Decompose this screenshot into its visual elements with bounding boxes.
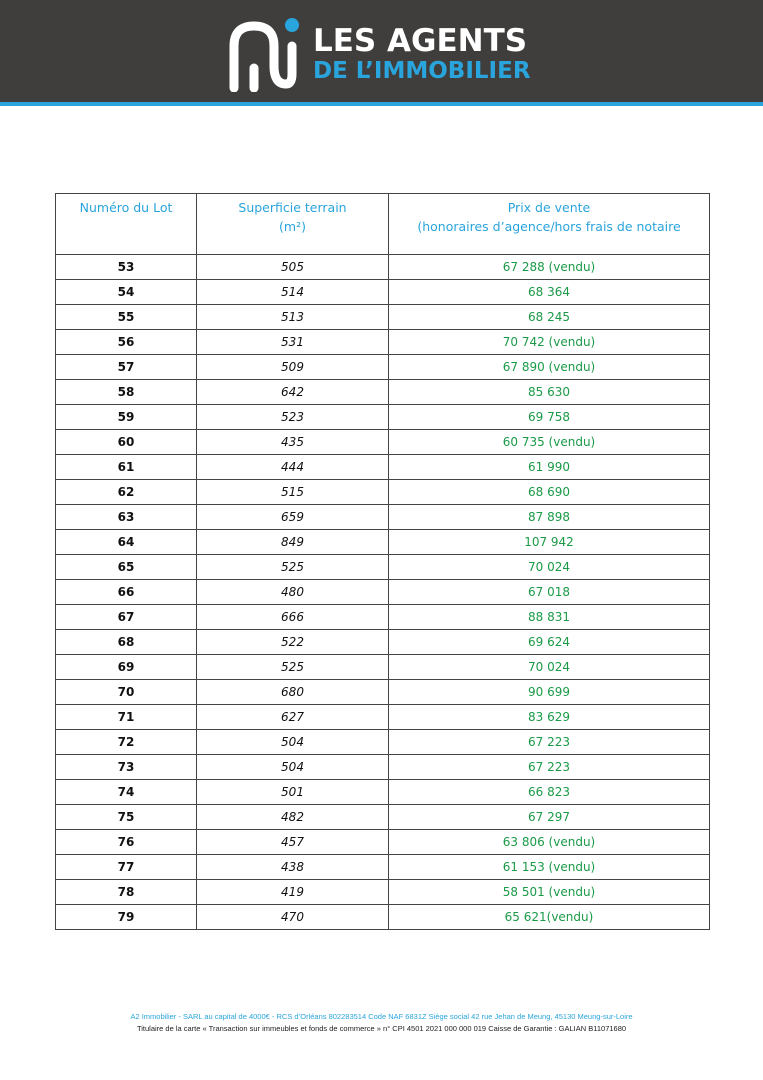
table-row bbox=[56, 530, 710, 555]
table-row bbox=[56, 855, 710, 880]
table-row bbox=[56, 880, 710, 905]
lot-number-cell: 69 bbox=[56, 655, 197, 680]
prix-cell: 63 806 (vendu) bbox=[389, 830, 710, 855]
table-row bbox=[56, 280, 710, 305]
lot-number-cell: 58 bbox=[56, 380, 197, 405]
prix-cell: 69 624 bbox=[389, 630, 710, 655]
table-row bbox=[56, 780, 710, 805]
brand-name-line1: LES AGENTS bbox=[313, 23, 528, 59]
footer-license-info: Titulaire de la carte « Transaction sur immeubles et fonds de commerce » n° CPI 4501 2021 000 000 019 Caisse de Garantie : GALIAN B11071680 bbox=[136, 1024, 627, 1033]
table-row bbox=[56, 480, 710, 505]
lot-number-cell: 66 bbox=[56, 580, 197, 605]
superficie-cell: 515 bbox=[197, 480, 389, 505]
superficie-cell: 509 bbox=[197, 355, 389, 380]
superficie-cell: 514 bbox=[197, 280, 389, 305]
prix-cell: 88 831 bbox=[389, 605, 710, 630]
header-superficie-unit: (m²) bbox=[279, 219, 306, 234]
lot-number-cell: 57 bbox=[56, 355, 197, 380]
prix-cell: 70 024 bbox=[389, 555, 710, 580]
lot-number-cell: 73 bbox=[56, 755, 197, 780]
table-row bbox=[56, 805, 710, 830]
prix-cell: 66 823 bbox=[389, 780, 710, 805]
prix-cell: 107 942 bbox=[389, 530, 710, 555]
table-body bbox=[56, 255, 710, 930]
prix-cell: 69 758 bbox=[389, 405, 710, 430]
prix-cell: 61 990 bbox=[389, 455, 710, 480]
prix-cell: 60 735 (vendu) bbox=[389, 430, 710, 455]
table-row bbox=[56, 430, 710, 455]
superficie-cell: 513 bbox=[197, 305, 389, 330]
lot-number-cell: 59 bbox=[56, 405, 197, 430]
superficie-cell: 627 bbox=[197, 705, 389, 730]
superficie-cell: 438 bbox=[197, 855, 389, 880]
superficie-cell: 482 bbox=[197, 805, 389, 830]
lot-number-cell: 63 bbox=[56, 505, 197, 530]
lot-number-cell: 74 bbox=[56, 780, 197, 805]
superficie-cell: 523 bbox=[197, 405, 389, 430]
table-row bbox=[56, 580, 710, 605]
table-row bbox=[56, 680, 710, 705]
brand-name-line2: DE L’IMMOBILIER bbox=[313, 58, 531, 84]
table-row bbox=[56, 755, 710, 780]
table-row bbox=[56, 255, 710, 280]
prix-cell: 61 153 (vendu) bbox=[389, 855, 710, 880]
lot-number-cell: 54 bbox=[56, 280, 197, 305]
prix-cell: 67 018 bbox=[389, 580, 710, 605]
prix-cell: 67 223 bbox=[389, 755, 710, 780]
header-prix-line2: (honoraires d’agence/hors frais de notaire bbox=[417, 219, 681, 234]
table-row bbox=[56, 330, 710, 355]
header-accent-rule bbox=[0, 102, 763, 106]
lot-number-cell: 60 bbox=[56, 430, 197, 455]
table-row bbox=[56, 655, 710, 680]
superficie-cell: 470 bbox=[197, 905, 389, 930]
prix-cell: 67 890 (vendu) bbox=[389, 355, 710, 380]
header-prix bbox=[389, 194, 710, 255]
table-row bbox=[56, 455, 710, 480]
superficie-cell: 659 bbox=[197, 505, 389, 530]
table-row bbox=[56, 405, 710, 430]
prix-cell: 90 699 bbox=[389, 680, 710, 705]
footer-company-info: A2 Immobilier - SARL au capital de 4000€ - RCS d’Orléans 802283514 Code NAF 6831Z Siège social 42 rue Jehan de Meung, 45130 Meung-sur-Loire bbox=[130, 1012, 633, 1021]
superficie-cell: 642 bbox=[197, 380, 389, 405]
header-bar bbox=[0, 0, 763, 102]
table-row bbox=[56, 730, 710, 755]
prix-cell: 58 501 (vendu) bbox=[389, 880, 710, 905]
lot-number-cell: 76 bbox=[56, 830, 197, 855]
table-row bbox=[56, 555, 710, 580]
lot-number-cell: 78 bbox=[56, 880, 197, 905]
lot-number-cell: 79 bbox=[56, 905, 197, 930]
lot-number-cell: 61 bbox=[56, 455, 197, 480]
superficie-cell: 501 bbox=[197, 780, 389, 805]
superficie-cell: 444 bbox=[197, 455, 389, 480]
prix-cell: 67 288 (vendu) bbox=[389, 255, 710, 280]
superficie-cell: 504 bbox=[197, 755, 389, 780]
header-superficie bbox=[197, 194, 389, 255]
lot-number-cell: 77 bbox=[56, 855, 197, 880]
table-row bbox=[56, 355, 710, 380]
prix-cell: 65 621(vendu) bbox=[389, 905, 710, 930]
superficie-cell: 666 bbox=[197, 605, 389, 630]
prix-cell: 68 245 bbox=[389, 305, 710, 330]
header-lot-label: Numéro du Lot bbox=[79, 200, 173, 215]
superficie-cell: 531 bbox=[197, 330, 389, 355]
table-row bbox=[56, 705, 710, 730]
prix-cell: 68 364 bbox=[389, 280, 710, 305]
superficie-cell: 435 bbox=[197, 430, 389, 455]
superficie-cell: 849 bbox=[197, 530, 389, 555]
header-lot-number bbox=[56, 194, 197, 255]
superficie-cell: 680 bbox=[197, 680, 389, 705]
prix-cell: 83 629 bbox=[389, 705, 710, 730]
lot-number-cell: 62 bbox=[56, 480, 197, 505]
prix-cell: 85 630 bbox=[389, 380, 710, 405]
lot-number-cell: 55 bbox=[56, 305, 197, 330]
table-row bbox=[56, 605, 710, 630]
lot-number-cell: 64 bbox=[56, 530, 197, 555]
header-superficie-line1: Superficie terrain bbox=[238, 200, 347, 215]
superficie-cell: 525 bbox=[197, 555, 389, 580]
lot-number-cell: 53 bbox=[56, 255, 197, 280]
table-header-row bbox=[56, 194, 710, 255]
prix-cell: 67 223 bbox=[389, 730, 710, 755]
prix-cell: 87 898 bbox=[389, 505, 710, 530]
prix-cell: 68 690 bbox=[389, 480, 710, 505]
lot-number-cell: 56 bbox=[56, 330, 197, 355]
footer bbox=[0, 1011, 763, 1035]
superficie-cell: 505 bbox=[197, 255, 389, 280]
lot-number-cell: 67 bbox=[56, 605, 197, 630]
lot-number-cell: 71 bbox=[56, 705, 197, 730]
lot-number-cell: 75 bbox=[56, 805, 197, 830]
lot-number-cell: 72 bbox=[56, 730, 197, 755]
superficie-cell: 525 bbox=[197, 655, 389, 680]
lot-number-cell: 70 bbox=[56, 680, 197, 705]
table-row bbox=[56, 830, 710, 855]
table-row bbox=[56, 305, 710, 330]
lot-number-cell: 65 bbox=[56, 555, 197, 580]
superficie-cell: 419 bbox=[197, 880, 389, 905]
superficie-cell: 522 bbox=[197, 630, 389, 655]
prix-cell: 67 297 bbox=[389, 805, 710, 830]
superficie-cell: 504 bbox=[197, 730, 389, 755]
table-row bbox=[56, 630, 710, 655]
table-row bbox=[56, 380, 710, 405]
lot-number-cell: 68 bbox=[56, 630, 197, 655]
prix-cell: 70 742 (vendu) bbox=[389, 330, 710, 355]
header-prix-line1: Prix de vente bbox=[507, 200, 591, 215]
prix-cell: 70 024 bbox=[389, 655, 710, 680]
table-row bbox=[56, 905, 710, 930]
lots-price-table bbox=[55, 193, 710, 930]
agents-logo-icon bbox=[224, 16, 304, 92]
superficie-cell: 480 bbox=[197, 580, 389, 605]
superficie-cell: 457 bbox=[197, 830, 389, 855]
table-row bbox=[56, 505, 710, 530]
